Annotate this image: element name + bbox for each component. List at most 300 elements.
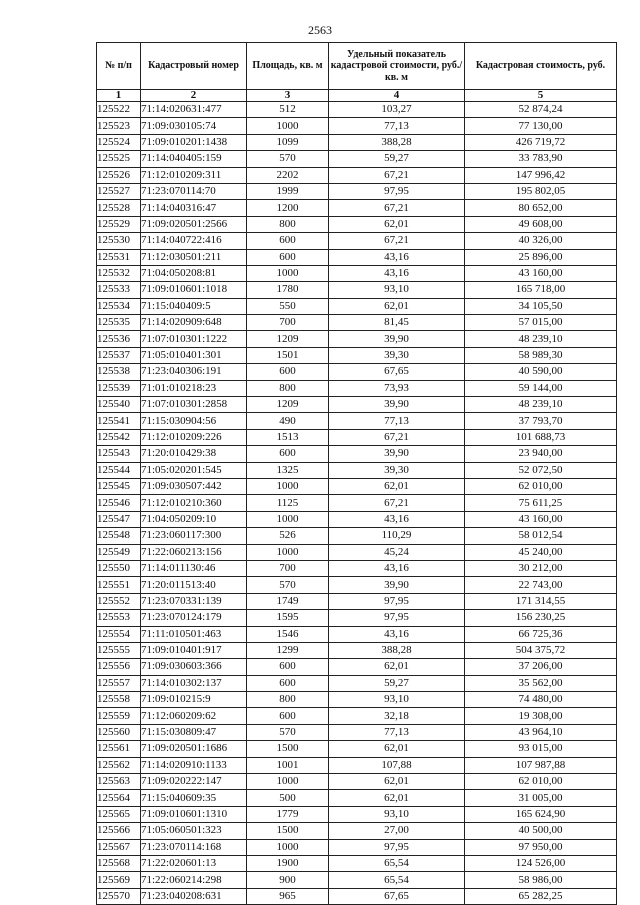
table-row — [97, 495, 617, 511]
cell-cadastral-value: 57 015,00 — [465, 315, 617, 331]
table-row — [97, 478, 617, 494]
table-row — [97, 642, 617, 658]
cell-cadastral-number: 71:12:030501:211 — [141, 249, 247, 265]
cell-area: 1209 — [247, 397, 329, 413]
cell-cadastral-value: 65 282,25 — [465, 888, 617, 904]
column-number-row — [97, 90, 617, 102]
table-row — [97, 708, 617, 724]
table-row — [97, 216, 617, 232]
cell-row-number: 125523 — [97, 118, 141, 134]
cell-unit-rate: 62,01 — [329, 478, 465, 494]
cell-cadastral-number: 71:11:010501:463 — [141, 626, 247, 642]
cell-cadastral-number: 71:04:050208:81 — [141, 265, 247, 281]
cell-area: 1000 — [247, 544, 329, 560]
cell-unit-rate: 67,21 — [329, 167, 465, 183]
cell-row-number: 125544 — [97, 462, 141, 478]
cell-unit-rate: 81,45 — [329, 315, 465, 331]
cell-cadastral-number: 71:14:040405:159 — [141, 151, 247, 167]
cell-area: 1000 — [247, 774, 329, 790]
cell-cadastral-number: 71:14:010302:137 — [141, 675, 247, 691]
cell-row-number: 125554 — [97, 626, 141, 642]
cell-unit-rate: 73,93 — [329, 380, 465, 396]
cell-unit-rate: 388,28 — [329, 642, 465, 658]
cell-area: 490 — [247, 413, 329, 429]
cell-cadastral-number: 71:15:030809:47 — [141, 724, 247, 740]
cell-cadastral-value: 52 072,50 — [465, 462, 617, 478]
cell-cadastral-number: 71:09:030105:74 — [141, 118, 247, 134]
cell-unit-rate: 39,90 — [329, 577, 465, 593]
cell-area: 1749 — [247, 593, 329, 609]
cell-cadastral-value: 25 896,00 — [465, 249, 617, 265]
cell-unit-rate: 93,10 — [329, 806, 465, 822]
cell-unit-rate: 65,54 — [329, 872, 465, 888]
cell-cadastral-number: 71:04:050209:10 — [141, 511, 247, 527]
cell-unit-rate: 43,16 — [329, 265, 465, 281]
table-row — [97, 364, 617, 380]
cell-row-number: 125567 — [97, 839, 141, 855]
cell-cadastral-value: 156 230,25 — [465, 610, 617, 626]
cell-cadastral-value: 426 719,72 — [465, 134, 617, 150]
cell-cadastral-number: 71:23:060117:300 — [141, 528, 247, 544]
cell-unit-rate: 67,65 — [329, 364, 465, 380]
cell-unit-rate: 39,90 — [329, 397, 465, 413]
cell-cadastral-value: 504 375,72 — [465, 642, 617, 658]
cell-unit-rate: 43,16 — [329, 626, 465, 642]
cell-cadastral-number: 71:23:070114:70 — [141, 183, 247, 199]
cell-unit-rate: 62,01 — [329, 216, 465, 232]
cell-unit-rate: 97,95 — [329, 183, 465, 199]
table-row — [97, 724, 617, 740]
cell-row-number: 125561 — [97, 741, 141, 757]
cell-cadastral-value: 48 239,10 — [465, 331, 617, 347]
table-row — [97, 413, 617, 429]
cell-area: 800 — [247, 692, 329, 708]
cell-cadastral-value: 34 105,50 — [465, 298, 617, 314]
cell-unit-rate: 39,90 — [329, 331, 465, 347]
table-row — [97, 528, 617, 544]
cell-unit-rate: 67,21 — [329, 495, 465, 511]
cell-cadastral-value: 195 802,05 — [465, 183, 617, 199]
table-row — [97, 855, 617, 871]
cell-area: 526 — [247, 528, 329, 544]
cell-cadastral-number: 71:23:070114:168 — [141, 839, 247, 855]
cell-row-number: 125533 — [97, 282, 141, 298]
table-row — [97, 347, 617, 363]
cell-unit-rate: 67,21 — [329, 233, 465, 249]
cell-unit-rate: 77,13 — [329, 724, 465, 740]
cell-area: 900 — [247, 872, 329, 888]
cell-unit-rate: 62,01 — [329, 659, 465, 675]
cell-cadastral-number: 71:14:040316:47 — [141, 200, 247, 216]
cell-cadastral-value: 59 144,00 — [465, 380, 617, 396]
cell-unit-rate: 43,16 — [329, 249, 465, 265]
cell-area: 600 — [247, 659, 329, 675]
table-row — [97, 380, 617, 396]
cell-cadastral-number: 71:12:060209:62 — [141, 708, 247, 724]
cell-unit-rate: 97,95 — [329, 610, 465, 626]
cell-unit-rate: 62,01 — [329, 774, 465, 790]
cell-cadastral-number: 71:23:040306:191 — [141, 364, 247, 380]
cell-row-number: 125540 — [97, 397, 141, 413]
cell-cadastral-value: 58 986,00 — [465, 872, 617, 888]
table-row — [97, 282, 617, 298]
cell-row-number: 125545 — [97, 478, 141, 494]
cell-cadastral-number: 71:12:010210:360 — [141, 495, 247, 511]
table-row — [97, 429, 617, 445]
cell-row-number: 125551 — [97, 577, 141, 593]
cell-cadastral-number: 71:01:010218:23 — [141, 380, 247, 396]
cell-area: 1779 — [247, 806, 329, 822]
cell-area: 1000 — [247, 265, 329, 281]
cell-area: 1501 — [247, 347, 329, 363]
cell-area: 1000 — [247, 839, 329, 855]
table-row — [97, 331, 617, 347]
table-row — [97, 593, 617, 609]
table-row — [97, 233, 617, 249]
cell-row-number: 125570 — [97, 888, 141, 904]
table-row — [97, 200, 617, 216]
cell-row-number: 125569 — [97, 872, 141, 888]
cell-unit-rate: 110,29 — [329, 528, 465, 544]
cell-cadastral-number: 71:09:010601:1310 — [141, 806, 247, 822]
cell-row-number: 125557 — [97, 675, 141, 691]
header-cadastral-value: Кадастровая стоимость, руб. — [465, 43, 617, 90]
page-number: 2563 — [308, 23, 332, 37]
table-row — [97, 397, 617, 413]
cell-cadastral-value: 66 725,36 — [465, 626, 617, 642]
table-row — [97, 659, 617, 675]
cell-cadastral-value: 35 562,00 — [465, 675, 617, 691]
cell-row-number: 125564 — [97, 790, 141, 806]
cell-row-number: 125528 — [97, 200, 141, 216]
cell-cadastral-value: 30 212,00 — [465, 560, 617, 576]
cell-cadastral-value: 147 996,42 — [465, 167, 617, 183]
table-row — [97, 167, 617, 183]
cell-row-number: 125547 — [97, 511, 141, 527]
cell-unit-rate: 97,95 — [329, 593, 465, 609]
cell-row-number: 125541 — [97, 413, 141, 429]
cell-cadastral-value: 45 240,00 — [465, 544, 617, 560]
column-number: 5 — [465, 90, 617, 102]
cell-unit-rate: 62,01 — [329, 790, 465, 806]
cell-row-number: 125539 — [97, 380, 141, 396]
table-row — [97, 298, 617, 314]
cell-unit-rate: 77,13 — [329, 118, 465, 134]
cell-row-number: 125535 — [97, 315, 141, 331]
cell-cadastral-value: 75 611,25 — [465, 495, 617, 511]
cell-cadastral-value: 43 964,10 — [465, 724, 617, 740]
cell-unit-rate: 77,13 — [329, 413, 465, 429]
cell-area: 2202 — [247, 167, 329, 183]
table-row — [97, 741, 617, 757]
cell-row-number: 125556 — [97, 659, 141, 675]
cell-cadastral-value: 40 500,00 — [465, 823, 617, 839]
table-row — [97, 675, 617, 691]
header-area: Площадь, кв. м — [247, 43, 329, 90]
cell-cadastral-value: 77 130,00 — [465, 118, 617, 134]
cell-cadastral-number: 71:23:070124:179 — [141, 610, 247, 626]
cell-cadastral-number: 71:15:040409:5 — [141, 298, 247, 314]
cell-area: 1125 — [247, 495, 329, 511]
cell-area: 600 — [247, 675, 329, 691]
cell-cadastral-value: 52 874,24 — [465, 102, 617, 118]
cell-row-number: 125534 — [97, 298, 141, 314]
cell-area: 1000 — [247, 118, 329, 134]
cadastral-value-table — [96, 42, 617, 905]
table-row — [97, 790, 617, 806]
cell-area: 1546 — [247, 626, 329, 642]
cell-row-number: 125543 — [97, 446, 141, 462]
table-row — [97, 134, 617, 150]
table-row — [97, 151, 617, 167]
cell-cadastral-value: 37 206,00 — [465, 659, 617, 675]
cell-cadastral-number: 71:22:060214:298 — [141, 872, 247, 888]
table-row — [97, 462, 617, 478]
cell-area: 500 — [247, 790, 329, 806]
cell-area: 1325 — [247, 462, 329, 478]
cell-cadastral-number: 71:23:040208:631 — [141, 888, 247, 904]
cell-cadastral-number: 71:14:020910:1133 — [141, 757, 247, 773]
cell-row-number: 125525 — [97, 151, 141, 167]
cell-cadastral-value: 165 718,00 — [465, 282, 617, 298]
table-row — [97, 265, 617, 281]
cell-cadastral-number: 71:05:010401:301 — [141, 347, 247, 363]
table-row — [97, 315, 617, 331]
table-row — [97, 774, 617, 790]
cell-unit-rate: 43,16 — [329, 560, 465, 576]
cell-row-number: 125555 — [97, 642, 141, 658]
cell-row-number: 125552 — [97, 593, 141, 609]
table-row — [97, 692, 617, 708]
cell-cadastral-number: 71:23:070331:139 — [141, 593, 247, 609]
cell-row-number: 125538 — [97, 364, 141, 380]
header-unit-rate: Удельный показатель кадастровой стоимости, руб./кв. м — [329, 43, 465, 90]
cell-row-number: 125562 — [97, 757, 141, 773]
cell-unit-rate: 59,27 — [329, 151, 465, 167]
table-row — [97, 872, 617, 888]
cell-row-number: 125563 — [97, 774, 141, 790]
cell-cadastral-value: 97 950,00 — [465, 839, 617, 855]
cell-unit-rate: 97,95 — [329, 839, 465, 855]
cell-row-number: 125530 — [97, 233, 141, 249]
cell-cadastral-value: 58 989,30 — [465, 347, 617, 363]
cell-cadastral-value: 37 793,70 — [465, 413, 617, 429]
cell-cadastral-number: 71:07:010301:2858 — [141, 397, 247, 413]
cell-cadastral-value: 22 743,00 — [465, 577, 617, 593]
cell-row-number: 125560 — [97, 724, 141, 740]
cell-cadastral-value: 62 010,00 — [465, 478, 617, 494]
cell-area: 800 — [247, 216, 329, 232]
cell-cadastral-value: 43 160,00 — [465, 265, 617, 281]
cell-area: 570 — [247, 724, 329, 740]
cell-area: 1513 — [247, 429, 329, 445]
table-row — [97, 610, 617, 626]
header-row — [97, 43, 617, 90]
table-row — [97, 626, 617, 642]
cell-area: 570 — [247, 151, 329, 167]
cell-unit-rate: 62,01 — [329, 741, 465, 757]
cell-cadastral-number: 71:07:010301:1222 — [141, 331, 247, 347]
cell-row-number: 125559 — [97, 708, 141, 724]
cell-cadastral-number: 71:12:010209:226 — [141, 429, 247, 445]
table-row — [97, 757, 617, 773]
cell-cadastral-number: 71:14:020909:648 — [141, 315, 247, 331]
cell-cadastral-number: 71:15:040609:35 — [141, 790, 247, 806]
cell-area: 1595 — [247, 610, 329, 626]
cell-area: 570 — [247, 577, 329, 593]
cell-cadastral-value: 40 326,00 — [465, 233, 617, 249]
cell-area: 700 — [247, 315, 329, 331]
table-row — [97, 888, 617, 904]
cell-row-number: 125553 — [97, 610, 141, 626]
cell-row-number: 125550 — [97, 560, 141, 576]
cell-cadastral-value: 23 940,00 — [465, 446, 617, 462]
cell-cadastral-number: 71:12:010209:311 — [141, 167, 247, 183]
table-row — [97, 249, 617, 265]
table-row — [97, 446, 617, 462]
cell-cadastral-number: 71:09:020222:147 — [141, 774, 247, 790]
cell-row-number: 125565 — [97, 806, 141, 822]
cell-unit-rate: 59,27 — [329, 675, 465, 691]
cell-area: 1900 — [247, 855, 329, 871]
cell-area: 1500 — [247, 823, 329, 839]
cell-area: 1999 — [247, 183, 329, 199]
cell-row-number: 125527 — [97, 183, 141, 199]
table-row — [97, 806, 617, 822]
cell-area: 800 — [247, 380, 329, 396]
cell-area: 1200 — [247, 200, 329, 216]
cell-cadastral-number: 71:09:020501:1686 — [141, 741, 247, 757]
cell-area: 1299 — [247, 642, 329, 658]
cell-cadastral-value: 171 314,55 — [465, 593, 617, 609]
cell-cadastral-value: 31 005,00 — [465, 790, 617, 806]
cell-area: 965 — [247, 888, 329, 904]
header-row-number: № п/п — [97, 43, 141, 90]
table-row — [97, 511, 617, 527]
table-row — [97, 839, 617, 855]
cell-unit-rate: 32,18 — [329, 708, 465, 724]
column-number: 4 — [329, 90, 465, 102]
cell-unit-rate: 93,10 — [329, 282, 465, 298]
cell-cadastral-number: 71:14:011130:46 — [141, 560, 247, 576]
cell-unit-rate: 93,10 — [329, 692, 465, 708]
cell-area: 1001 — [247, 757, 329, 773]
cell-unit-rate: 27,00 — [329, 823, 465, 839]
cell-cadastral-value: 93 015,00 — [465, 741, 617, 757]
cell-area: 700 — [247, 560, 329, 576]
cell-cadastral-number: 71:09:010215:9 — [141, 692, 247, 708]
cell-area: 600 — [247, 249, 329, 265]
cell-unit-rate: 67,21 — [329, 200, 465, 216]
cell-cadastral-value: 33 783,90 — [465, 151, 617, 167]
cell-row-number: 125529 — [97, 216, 141, 232]
cell-area: 1500 — [247, 741, 329, 757]
cell-unit-rate: 39,30 — [329, 462, 465, 478]
cell-cadastral-number: 71:09:010401:917 — [141, 642, 247, 658]
table-row — [97, 577, 617, 593]
cell-row-number: 125566 — [97, 823, 141, 839]
cell-row-number: 125536 — [97, 331, 141, 347]
cell-unit-rate: 103,27 — [329, 102, 465, 118]
cell-cadastral-value: 124 526,00 — [465, 855, 617, 871]
cell-row-number: 125532 — [97, 265, 141, 281]
cell-unit-rate: 67,65 — [329, 888, 465, 904]
cell-row-number: 125522 — [97, 102, 141, 118]
cell-cadastral-value: 19 308,00 — [465, 708, 617, 724]
table-body — [97, 102, 617, 905]
cell-area: 1000 — [247, 478, 329, 494]
cell-cadastral-number: 71:09:010601:1018 — [141, 282, 247, 298]
cell-cadastral-number: 71:14:020631:477 — [141, 102, 247, 118]
cell-unit-rate: 65,54 — [329, 855, 465, 871]
cell-area: 1000 — [247, 511, 329, 527]
cell-cadastral-number: 71:05:020201:545 — [141, 462, 247, 478]
cell-cadastral-number: 71:09:010201:1438 — [141, 134, 247, 150]
cell-area: 1209 — [247, 331, 329, 347]
cell-cadastral-value: 74 480,00 — [465, 692, 617, 708]
header-cadastral-number: Кадастровый номер — [141, 43, 247, 90]
column-number: 3 — [247, 90, 329, 102]
cell-unit-rate: 67,21 — [329, 429, 465, 445]
cell-cadastral-number: 71:09:030603:366 — [141, 659, 247, 675]
cell-cadastral-value: 48 239,10 — [465, 397, 617, 413]
cell-cadastral-value: 40 590,00 — [465, 364, 617, 380]
cell-row-number: 125546 — [97, 495, 141, 511]
cell-cadastral-value: 58 012,54 — [465, 528, 617, 544]
cell-cadastral-number: 71:14:040722:416 — [141, 233, 247, 249]
cell-cadastral-number: 71:22:020601:13 — [141, 855, 247, 871]
cell-row-number: 125558 — [97, 692, 141, 708]
cell-area: 600 — [247, 233, 329, 249]
column-number: 2 — [141, 90, 247, 102]
cell-cadastral-number: 71:09:030507:442 — [141, 478, 247, 494]
cell-cadastral-value: 43 160,00 — [465, 511, 617, 527]
cell-row-number: 125549 — [97, 544, 141, 560]
cell-cadastral-value: 62 010,00 — [465, 774, 617, 790]
cell-cadastral-number: 71:09:020501:2566 — [141, 216, 247, 232]
cell-row-number: 125531 — [97, 249, 141, 265]
cell-unit-rate: 39,30 — [329, 347, 465, 363]
cell-area: 512 — [247, 102, 329, 118]
cell-cadastral-number: 71:20:011513:40 — [141, 577, 247, 593]
cell-area: 600 — [247, 364, 329, 380]
table-row — [97, 118, 617, 134]
cell-area: 550 — [247, 298, 329, 314]
cell-cadastral-number: 71:05:060501:323 — [141, 823, 247, 839]
cell-area: 600 — [247, 708, 329, 724]
cell-area: 1099 — [247, 134, 329, 150]
table-row — [97, 560, 617, 576]
cell-cadastral-value: 101 688,73 — [465, 429, 617, 445]
cell-row-number: 125526 — [97, 167, 141, 183]
cell-row-number: 125524 — [97, 134, 141, 150]
cell-row-number: 125537 — [97, 347, 141, 363]
cell-unit-rate: 39,90 — [329, 446, 465, 462]
cell-unit-rate: 45,24 — [329, 544, 465, 560]
cell-area: 600 — [247, 446, 329, 462]
column-number: 1 — [97, 90, 141, 102]
cell-cadastral-number: 71:15:030904:56 — [141, 413, 247, 429]
cell-cadastral-value: 107 987,88 — [465, 757, 617, 773]
table-row — [97, 102, 617, 118]
cell-unit-rate: 62,01 — [329, 298, 465, 314]
table-row — [97, 183, 617, 199]
cell-unit-rate: 43,16 — [329, 511, 465, 527]
cell-cadastral-value: 80 652,00 — [465, 200, 617, 216]
cell-unit-rate: 388,28 — [329, 134, 465, 150]
cell-row-number: 125568 — [97, 855, 141, 871]
cell-area: 1780 — [247, 282, 329, 298]
